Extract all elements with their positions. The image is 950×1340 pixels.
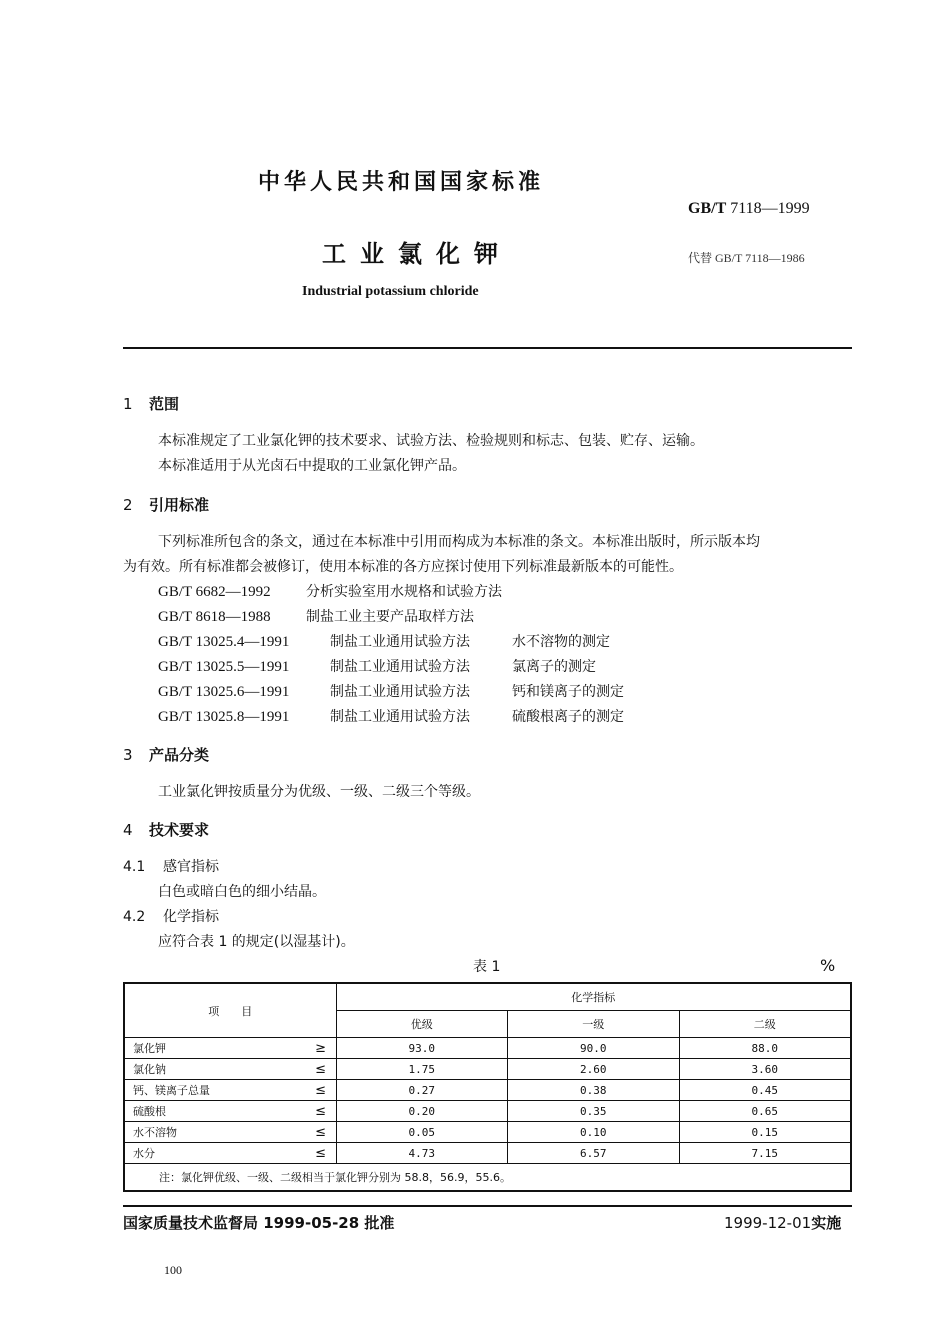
reference-title: 制盐工业通用试验方法 bbox=[330, 634, 470, 650]
table-header-row bbox=[124, 983, 851, 1011]
approval-line: 国家质量技术监督局 1999-05-28 批准 bbox=[123, 1214, 395, 1232]
row-item: 硫酸根 bbox=[124, 1101, 305, 1122]
value-premium: 0.27 bbox=[336, 1080, 507, 1101]
standard-number-prefix: GB/T bbox=[688, 200, 727, 217]
value-first: 6.57 bbox=[508, 1143, 679, 1164]
row-item: 氯化钾 bbox=[124, 1038, 305, 1059]
value-premium: 4.73 bbox=[336, 1143, 507, 1164]
subsection-4-2-heading bbox=[123, 906, 219, 926]
value-premium: 1.75 bbox=[336, 1059, 507, 1080]
title-english: Industrial potassium chloride bbox=[302, 284, 479, 299]
subsection-title: 化学指标 bbox=[163, 909, 219, 925]
reference-row bbox=[158, 706, 624, 726]
table-row bbox=[124, 1038, 851, 1059]
national-standard-heading: 中华人民共和国国家标准 bbox=[258, 170, 545, 195]
table-row bbox=[124, 1059, 851, 1080]
section-1-heading bbox=[123, 393, 179, 414]
subsection-number: 4.2 bbox=[123, 909, 146, 925]
section-3-heading bbox=[123, 744, 209, 765]
reference-subtitle: 水不溶物的测定 bbox=[512, 634, 610, 650]
implementation-date: 1999-12-01 bbox=[724, 1214, 812, 1232]
reference-code: GB/T 8618—1988 bbox=[158, 609, 271, 625]
section-3-paragraph: 工业氯化钾按质量分为优级、一级、二级三个等级。 bbox=[158, 784, 480, 800]
reference-title: 分析实验室用水规格和试验方法 bbox=[306, 584, 502, 600]
footer-divider bbox=[123, 1205, 852, 1207]
table-row bbox=[124, 1080, 851, 1101]
value-second: 0.45 bbox=[679, 1080, 851, 1101]
value-second: 3.60 bbox=[679, 1059, 851, 1080]
section-title: 技术要求 bbox=[149, 821, 210, 839]
section-2-heading bbox=[123, 494, 209, 515]
row-operator: ≥ bbox=[305, 1038, 336, 1059]
value-first: 0.10 bbox=[508, 1122, 679, 1143]
value-first: 0.38 bbox=[508, 1080, 679, 1101]
table-note-row bbox=[124, 1164, 851, 1192]
section-title: 范围 bbox=[149, 395, 180, 413]
value-premium: 93.0 bbox=[336, 1038, 507, 1059]
header-grade-first: 一级 bbox=[508, 1011, 679, 1038]
row-item: 水不溶物 bbox=[124, 1122, 305, 1143]
value-first: 2.60 bbox=[508, 1059, 679, 1080]
replaces-standard: 代替 GB/T 7118—1986 bbox=[688, 251, 805, 265]
header-chemical-index: 化学指标 bbox=[336, 983, 851, 1011]
row-operator: ≤ bbox=[305, 1101, 336, 1122]
section-2-paragraph-line-1: 下列标准所包含的条文，通过在本标准中引用而构成为本标准的条文。本标准出版时，所示版本均 bbox=[158, 534, 760, 550]
table-caption: 表 1 bbox=[473, 959, 501, 975]
header-divider bbox=[123, 347, 852, 349]
title-chinese: 工业氯化钾 bbox=[322, 240, 512, 268]
value-second: 0.65 bbox=[679, 1101, 851, 1122]
header-grade-premium: 优级 bbox=[336, 1011, 507, 1038]
implementation-line bbox=[724, 1212, 841, 1233]
row-operator: ≤ bbox=[305, 1122, 336, 1143]
value-premium: 0.05 bbox=[336, 1122, 507, 1143]
row-item: 水分 bbox=[124, 1143, 305, 1164]
subsection-4-2-text: 应符合表 1 的规定(以湿基计)。 bbox=[158, 934, 355, 950]
reference-title: 制盐工业主要产品取样方法 bbox=[306, 609, 474, 625]
value-first: 0.35 bbox=[508, 1101, 679, 1122]
reference-row bbox=[158, 581, 502, 601]
reference-code: GB/T 13025.5—1991 bbox=[158, 659, 290, 675]
standard-number-rest: 7118—1999 bbox=[726, 200, 810, 217]
implementation-label: 实施 bbox=[811, 1214, 842, 1232]
row-operator: ≤ bbox=[305, 1059, 336, 1080]
subsection-number: 4.1 bbox=[123, 859, 146, 875]
header-item: 项 目 bbox=[124, 983, 336, 1038]
page-number: 100 bbox=[164, 1263, 182, 1277]
value-second: 88.0 bbox=[679, 1038, 851, 1059]
table-row bbox=[124, 1101, 851, 1122]
section-number: 3 bbox=[123, 746, 133, 764]
header-grade-second: 二级 bbox=[679, 1011, 851, 1038]
row-operator: ≤ bbox=[305, 1143, 336, 1164]
section-2-paragraph-line-2: 为有效。所有标准都会被修订，使用本标准的各方应探讨使用下列标准最新版本的可能性。 bbox=[123, 559, 683, 575]
reference-code: GB/T 13025.6—1991 bbox=[158, 684, 290, 700]
reference-code: GB/T 13025.8—1991 bbox=[158, 709, 290, 725]
reference-row bbox=[158, 656, 596, 676]
table-row bbox=[124, 1143, 851, 1164]
chemical-index-table bbox=[123, 982, 852, 1192]
standard-number bbox=[688, 200, 810, 218]
row-item: 钙、镁离子总量 bbox=[124, 1080, 305, 1101]
reference-subtitle: 氯离子的测定 bbox=[512, 659, 596, 675]
reference-subtitle: 硫酸根离子的测定 bbox=[512, 709, 624, 725]
section-number: 1 bbox=[123, 395, 133, 413]
section-1-paragraph-1: 本标准规定了工业氯化钾的技术要求、试验方法、检验规则和标志、包装、贮存、运输。 bbox=[158, 433, 704, 449]
table-note: 注：氯化钾优级、一级、二级相当于氯化钾分别为 58.8，56.9，55.6。 bbox=[124, 1164, 851, 1192]
reference-row bbox=[158, 606, 474, 626]
reference-title: 制盐工业通用试验方法 bbox=[330, 659, 470, 675]
value-second: 0.15 bbox=[679, 1122, 851, 1143]
subsection-4-1-heading bbox=[123, 856, 219, 876]
section-1-paragraph-2: 本标准适用于从光卤石中提取的工业氯化钾产品。 bbox=[158, 458, 466, 474]
section-title: 引用标准 bbox=[149, 496, 210, 514]
section-title: 产品分类 bbox=[149, 746, 210, 764]
reference-title: 制盐工业通用试验方法 bbox=[330, 709, 470, 725]
reference-subtitle: 钙和镁离子的测定 bbox=[512, 684, 624, 700]
reference-row bbox=[158, 631, 610, 651]
table-unit: % bbox=[820, 956, 836, 975]
row-item: 氯化钠 bbox=[124, 1059, 305, 1080]
reference-code: GB/T 13025.4—1991 bbox=[158, 634, 290, 650]
subsection-title: 感官指标 bbox=[163, 859, 219, 875]
value-second: 7.15 bbox=[679, 1143, 851, 1164]
table-row bbox=[124, 1122, 851, 1143]
value-first: 90.0 bbox=[508, 1038, 679, 1059]
reference-row bbox=[158, 681, 624, 701]
reference-title: 制盐工业通用试验方法 bbox=[330, 684, 470, 700]
value-premium: 0.20 bbox=[336, 1101, 507, 1122]
section-number: 2 bbox=[123, 496, 133, 514]
reference-code: GB/T 6682—1992 bbox=[158, 584, 271, 600]
section-number: 4 bbox=[123, 821, 133, 839]
section-4-heading bbox=[123, 819, 209, 840]
row-operator: ≤ bbox=[305, 1080, 336, 1101]
subsection-4-1-text: 白色或暗白色的细小结晶。 bbox=[158, 884, 326, 900]
